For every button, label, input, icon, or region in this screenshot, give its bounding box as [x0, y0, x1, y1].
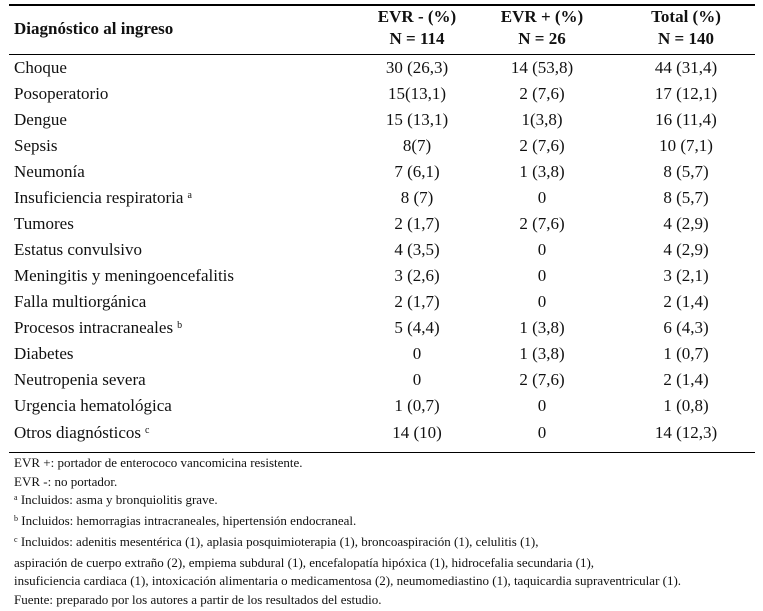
cell-evr-neg: 8 (7) [400, 188, 434, 207]
row-label-text: Dengue [14, 110, 67, 129]
row-label-text: Procesos intracraneales [14, 318, 174, 337]
row-label [14, 81, 108, 107]
table-row [0, 107, 763, 133]
table-row [0, 55, 763, 81]
note-a [14, 491, 759, 512]
footnote-marker: a [187, 190, 192, 201]
note-b [14, 512, 759, 533]
row-label [14, 367, 146, 393]
row-label [14, 341, 73, 367]
cell-total: 1 (0,8) [663, 396, 709, 415]
row-label-text: Insuficiencia respiratoria [14, 188, 184, 207]
header-evr-pos-title: EVR + (%) [500, 7, 584, 26]
header-total-n: N = 140 [658, 29, 714, 48]
row-label [14, 263, 234, 289]
header-evr-pos [470, 6, 614, 50]
row-label-text: Posoperatorio [14, 84, 109, 103]
header-diagnosis-label: Diagnóstico al ingreso [14, 19, 174, 38]
table-row [0, 81, 763, 107]
note-c-line3: insuficiencia cardiaca (1), intoxicación alimentaria o medicamentosa (2), neumomediastino (1), taquicardia supraventricular (1). [14, 573, 682, 589]
table-row [0, 211, 763, 237]
cell-evr-neg: 3 (2,6) [394, 266, 440, 285]
cell-evr-neg: 15 (13,1) [385, 110, 449, 129]
cell-evr-pos: 2 (7,6) [519, 370, 565, 389]
bottom-rule [9, 452, 755, 453]
cell-evr-neg: 0 [412, 370, 422, 389]
cell-evr-pos: 2 (7,6) [519, 84, 565, 103]
table-row [0, 133, 763, 159]
note-a-marker: a [14, 493, 18, 503]
footnote-marker: b [177, 320, 183, 331]
row-label [14, 237, 142, 263]
row-label [14, 55, 67, 81]
row-label-text: Neutropenia severa [14, 370, 146, 389]
note-b-text: Incluidos: hemorragias intracraneales, hipertensión endocraneal. [18, 513, 357, 529]
note-evr-neg: EVR -: no portador. [14, 473, 118, 489]
row-label-text: Tumores [14, 214, 74, 233]
header-total-title: Total (%) [651, 7, 721, 26]
row-label [14, 159, 85, 185]
cell-evr-neg: 4 (3,5) [394, 240, 440, 259]
cell-evr-neg: 2 (1,7) [394, 214, 440, 233]
cell-evr-pos: 0 [537, 423, 547, 442]
header-evr-neg-n: N = 114 [389, 29, 445, 48]
cell-total: 16 (11,4) [655, 110, 717, 129]
cell-evr-pos: 1 (3,8) [519, 344, 565, 363]
table-notes [14, 454, 759, 610]
cell-total: 3 (2,1) [663, 266, 709, 285]
cell-evr-neg: 15(13,1) [387, 84, 447, 103]
cell-evr-neg: 8(7) [402, 136, 432, 155]
table-row [0, 263, 763, 289]
cell-total: 44 (31,4) [654, 58, 718, 77]
row-label-text: Otros diagnósticos [14, 423, 142, 442]
cell-total: 4 (2,9) [663, 240, 709, 259]
row-label-text: Urgencia hematológica [14, 396, 172, 415]
cell-total: 2 (1,4) [663, 292, 709, 311]
cell-evr-neg: 5 (4,4) [394, 318, 440, 337]
cell-total: 8 (5,7) [663, 162, 709, 181]
table-row [0, 237, 763, 263]
cell-total: 10 (7,1) [659, 136, 713, 155]
cell-evr-pos: 0 [537, 292, 547, 311]
cell-evr-neg: 7 (6,1) [394, 162, 440, 181]
cell-total: 4 (2,9) [663, 214, 709, 233]
header-evr-pos-n: N = 26 [518, 29, 566, 48]
note-evr-pos: EVR +: portador de enterococo vancomicina resistente. [14, 455, 303, 470]
table-row [0, 289, 763, 315]
cell-evr-pos: 0 [537, 266, 547, 285]
note-b-marker: b [14, 514, 18, 524]
row-label-text: Estatus convulsivo [14, 240, 142, 259]
cell-evr-pos: 0 [537, 188, 547, 207]
cell-evr-pos: 1 (3,8) [519, 318, 565, 337]
cell-total: 6 (4,3) [663, 318, 709, 337]
note-a-text: Incluidos: asma y bronquiolitis grave. [17, 492, 218, 508]
row-label [14, 133, 57, 159]
cell-total: 8 (5,7) [663, 188, 709, 207]
row-label [14, 211, 74, 237]
cell-evr-pos: 2 (7,6) [519, 136, 565, 155]
note-c-line2: aspiración de cuerpo extraño (2), empiema subdural (1), encefalopatía hipóxica (1), hidrocefalia secundaria (1), [14, 554, 595, 570]
row-label-text: Diabetes [14, 344, 74, 363]
cell-evr-neg: 2 (1,7) [394, 292, 440, 311]
row-label [14, 420, 149, 449]
note-c-marker: c [14, 534, 18, 544]
table-row [0, 159, 763, 185]
row-label-text: Falla multiorgánica [14, 292, 147, 311]
row-label [14, 315, 182, 344]
table-row [0, 315, 763, 341]
note-c [14, 533, 759, 554]
cell-total: 2 (1,4) [663, 370, 709, 389]
row-label-text: Sepsis [14, 136, 58, 155]
cell-total: 14 (12,3) [654, 423, 718, 442]
row-label [14, 107, 67, 133]
row-label-text: Choque [14, 58, 67, 77]
row-label [14, 393, 172, 419]
row-label-text: Neumonía [14, 162, 85, 181]
cell-evr-pos: 0 [537, 396, 547, 415]
header-total [612, 6, 760, 50]
row-label [14, 289, 146, 315]
cell-evr-neg: 30 (26,3) [385, 58, 449, 77]
cell-evr-pos: 0 [537, 240, 547, 259]
cell-total: 1 (0,7) [663, 344, 709, 363]
footnote-marker: c [145, 425, 150, 436]
table-row [0, 341, 763, 367]
note-c-text: Incluidos: adenitis mesentérica (1), aplasia posquimioterapia (1), broncoaspiración (1), celulitis (1), [17, 533, 539, 549]
source-note: Fuente: preparado por los autores a partir de los resultados del estudio. [14, 591, 382, 607]
table-row [0, 393, 763, 419]
cell-evr-pos: 1 (3,8) [519, 162, 565, 181]
table-row [0, 185, 763, 211]
table-row [0, 367, 763, 393]
header-evr-neg-title: EVR - (%) [377, 7, 457, 26]
cell-evr-pos: 14 (53,8) [510, 58, 574, 77]
row-label-text: Meningitis y meningoencefalitis [14, 266, 235, 285]
table-row [0, 420, 763, 446]
cell-evr-neg: 1 (0,7) [394, 396, 440, 415]
cell-evr-pos: 1(3,8) [521, 110, 563, 129]
cell-evr-neg: 0 [412, 344, 422, 363]
cell-total: 17 (12,1) [654, 84, 718, 103]
cell-evr-pos: 2 (7,6) [519, 214, 565, 233]
header-evr-neg [344, 6, 490, 50]
cell-evr-neg: 14 (10) [392, 423, 442, 442]
row-label [14, 185, 192, 214]
